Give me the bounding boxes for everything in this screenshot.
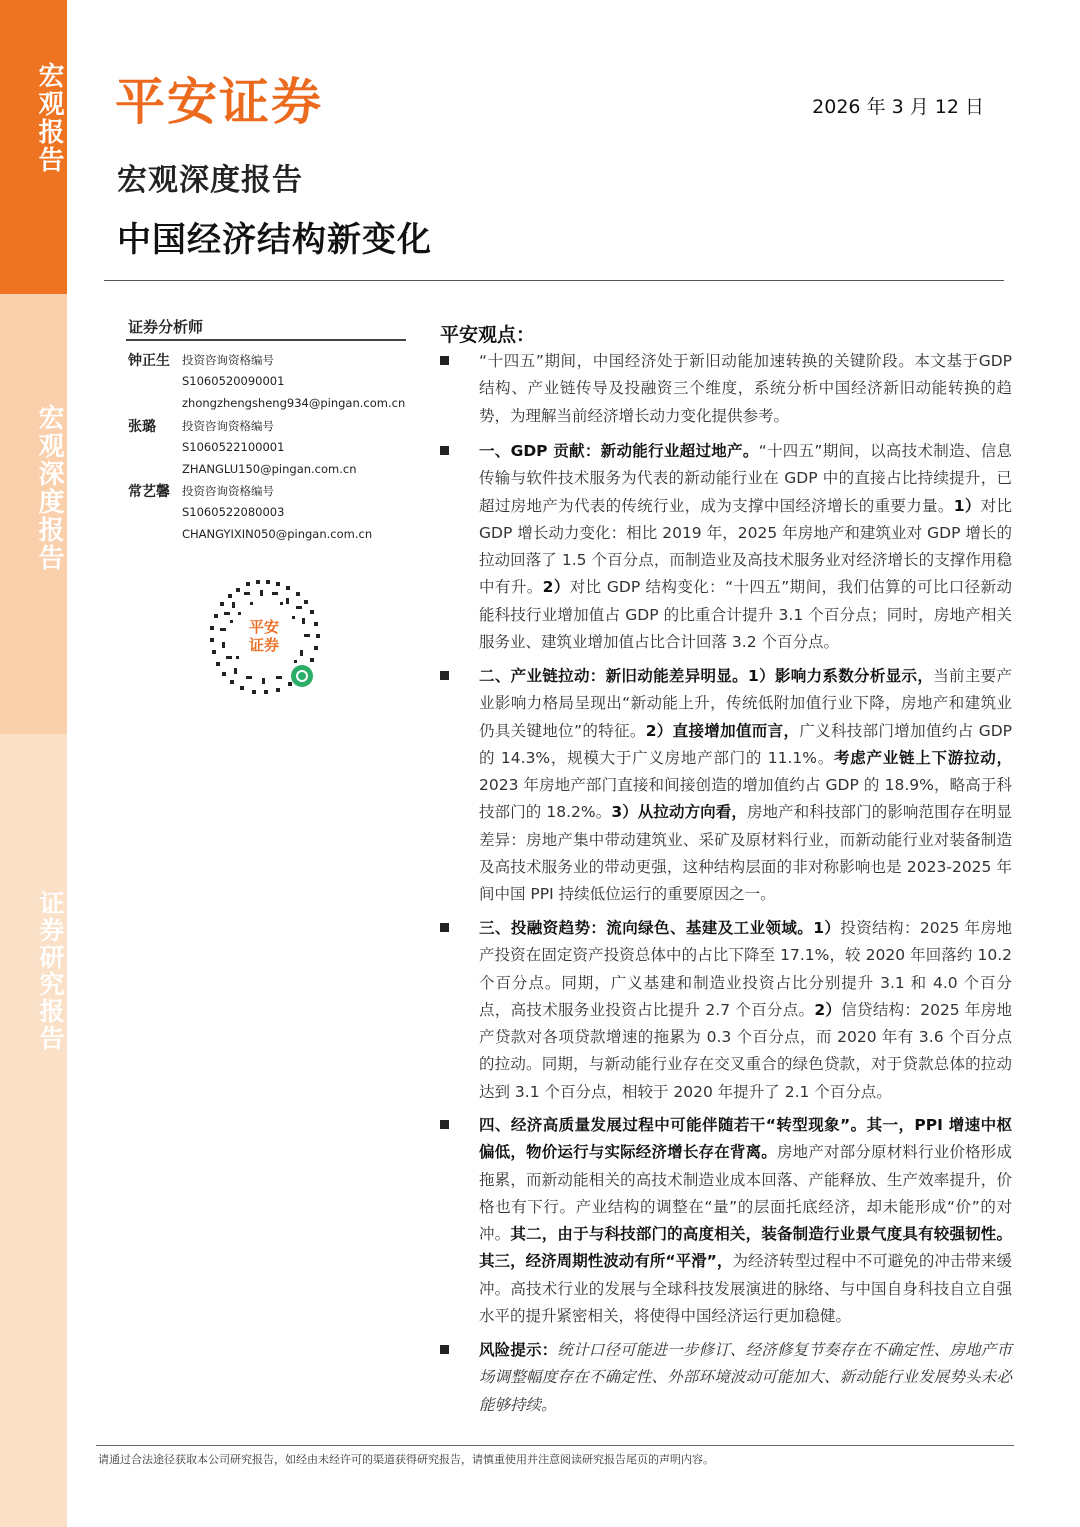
emphasis-text: 3）从拉动方向看， [611,803,747,822]
paragraph-text: 当前主要产业影响力格局呈现出“新动能上升，传统低附加值行业下降，房地产和建筑业仍具关键地位”的特征。 [479,667,1012,740]
emphasis-text: 考虑产业链上下游拉动， [834,748,1012,767]
paragraph-text: “十四五”期间，以高技术制造、信息传输与软件技术服务为代表的新动能行业在 GDP 中的直接占比持续提升，已超过房地产为代表的传统行业，成为支撑中国经济增长的重要力量。 [479,442,1012,515]
section-heading: 二、产业链拉动：新旧动能差异明显。1）影响力系数分析显示， [479,667,934,685]
bullet-icon [440,1120,449,1129]
paragraph-text: 对比 GDP 增长动力变化：相比 2019 年，2025 年房地产和建筑业对 GDP 增长的拉动回落了 1.5 个百分点，而制造业及高技术服务业对经济增长的支撑作用稳中有升。 [479,496,1012,597]
header-divider [104,280,1004,281]
bullet-icon [440,356,449,365]
risk-heading: 风险提示： [479,1341,558,1359]
viewpoint-heading: 平安观点： [440,324,536,346]
paragraph-text: 广义科技部门增加值约占 GDP 的 14.3%，规模大于广义房地产部门的 11.1%。 [479,721,1012,767]
paragraph-text: 信贷结构：2025 年房地产贷款对各项贷款增速的拖累为 0.3 个百分点，而 2020 年有 3.6 个百分点的拉动。同期，与新动能行业存在交叉重合的绿色贷款，对于贷款总体的拉动达到 3.1 个百分点，相较于 2020 年提升了 2.1 个百分点。 [479,1000,1012,1101]
section-heading: 四、经济高质量发展过程中可能伴随若干“转型现象”。其一，PPI 增速中枢偏低，物价运行与实际经济增长存在背离。 [479,1116,1012,1162]
section-heading: 一、GDP 贡献：新动能行业超过地产。 [479,442,759,460]
bullet-icon [440,446,449,455]
viewpoint-paragraph [440,915,1012,1106]
viewpoint-paragraph [440,663,1012,909]
analyst-code: S1060520090001 [182,374,285,388]
analyst-email[interactable]: zhongzhengsheng934@pingan.com.cn [182,396,406,410]
emphasis-text: 其二，由于与科技部门的高度相关，装备制造行业景气度具有较强韧性。其三，经济周期性波动有所“平滑”， [479,1225,1012,1271]
list-number: 2） [814,1000,842,1019]
emphasis-text: 2）直接增加值而言， [645,721,800,740]
footer-disclaimer: 请通过合法途径获取本公司研究报告，如经由未经许可的渠道获得研究报告，请慎重使用并注意阅读研究报告尾页的声明内容。 [98,1453,714,1466]
analyst-qualification: 投资咨询资格编号 [182,353,274,367]
analyst-email[interactable]: CHANGYIXIN050@pingan.com.cn [182,527,373,541]
bullet-icon [440,1345,449,1354]
report-type: 宏观深度报告 [117,163,303,198]
brand-logo: 平安证券 [115,73,323,131]
list-number: 2） [542,578,570,597]
analyst-qualification: 投资咨询资格编号 [182,419,274,433]
footer-divider [96,1445,1014,1446]
paragraph-text: “十四五”期间，中国经济处于新旧动能加速转换的关键阶段。本文基于GDP 结构、产业链传导及投融资三个维度，系统分析中国经济新旧动能转换的趋势，为理解当前经济增长动力变化提供参考。 [479,352,1012,425]
viewpoint-paragraph [440,1112,1012,1330]
paragraph-text: 房地产和科技部门的影响范围存在明显差异：房地产集中带动建筑业、采矿及原材料行业，而新动能行业对装备制造及高技术服务业的带动更强，这种结构层面的非对称影响也是 2023-2025 年间中国 PPI 持续低位运行的重要原因之一。 [479,803,1012,904]
paragraph-text: 为经济转型过程中不可避免的冲击带来缓冲。高技术行业的发展与全球科技发展演进的脉络、与中国自身科技自立自强水平的提升紧密相关，将使得中国经济运行更加稳健。 [479,1252,1012,1326]
risk-text: 统计口径可能进一步修订、经济修复节奏存在不确定性、房地产市场调整幅度存在不确定性、外部环境波动可能加大、新动能行业发展势头未必能够持续。 [479,1341,1012,1414]
viewpoint-paragraph [440,438,1012,656]
analyst-email[interactable]: ZHANGLU150@pingan.com.cn [182,462,357,476]
paragraph-text: 投资结构：2025 年房地产投资在固定资产投资总体中的占比下降至 17.1%，较 2020 年回落约 10.2 个百分点。同期，广义基建和制造业投资占比分别提升 3.1 和 4.0 个百分点，高技术服务业投资占比提升 2.7 个百分点。 [479,919,1012,1019]
report-title: 中国经济结构新变化 [117,220,432,260]
viewpoint-paragraph [440,348,1012,430]
svg-text:证券: 证券 [248,636,280,654]
report-date: 2026 年 3 月 12 日 [812,96,984,118]
side-label-securities-research: 证券研究报告 [36,890,65,1052]
analyst-divider [126,339,406,341]
risk-paragraph [440,1337,1012,1419]
analyst-code: S1060522100001 [182,440,285,454]
analyst-name: 钟正生 [128,353,170,369]
list-number: 1） [953,496,981,515]
analyst-heading: 证券分析师 [128,318,204,336]
analyst-qualification: 投资咨询资格编号 [182,484,274,498]
side-label-macro-report: 宏观报告 [34,62,64,174]
paragraph-text: 对比 GDP 结构变化：“十四五”期间，我们估算的可比口径新动能科技行业增加值占 GDP 的比重合计提升 3.1 个百分点；同时，房地产相关服务业、建筑业增加值占比合计回落 3.2 个百分点。 [479,578,1012,652]
side-label-macro-deep-report: 宏观深度报告 [34,404,64,572]
qr-logo-text: 平安 [248,618,280,636]
analyst-name: 常艺馨 [128,484,170,500]
qr-code[interactable] [200,572,328,700]
bullet-icon [440,671,449,680]
analyst-name: 张璐 [128,419,156,435]
section-heading: 三、投融资趋势：流向绿色、基建及工业领域。1） [479,919,841,937]
analyst-code: S1060522080003 [182,505,285,519]
bullet-icon [440,923,449,932]
paragraph-text: 房地产对部分原材料行业价格形成拖累，而新动能相关的高技术制造业成本回落、产能释放、生产效率提升，价格也有下行。产业结构的调整在“量”的层面托底经济，却未能形成“价”的对冲。 [479,1143,1012,1244]
side-band-bottom [0,734,67,1527]
paragraph-text: 2023 年房地产部门直接和间接创造的增加值约占 GDP 的 18.9%，略高于科技部门的 18.2%。 [479,776,1012,822]
